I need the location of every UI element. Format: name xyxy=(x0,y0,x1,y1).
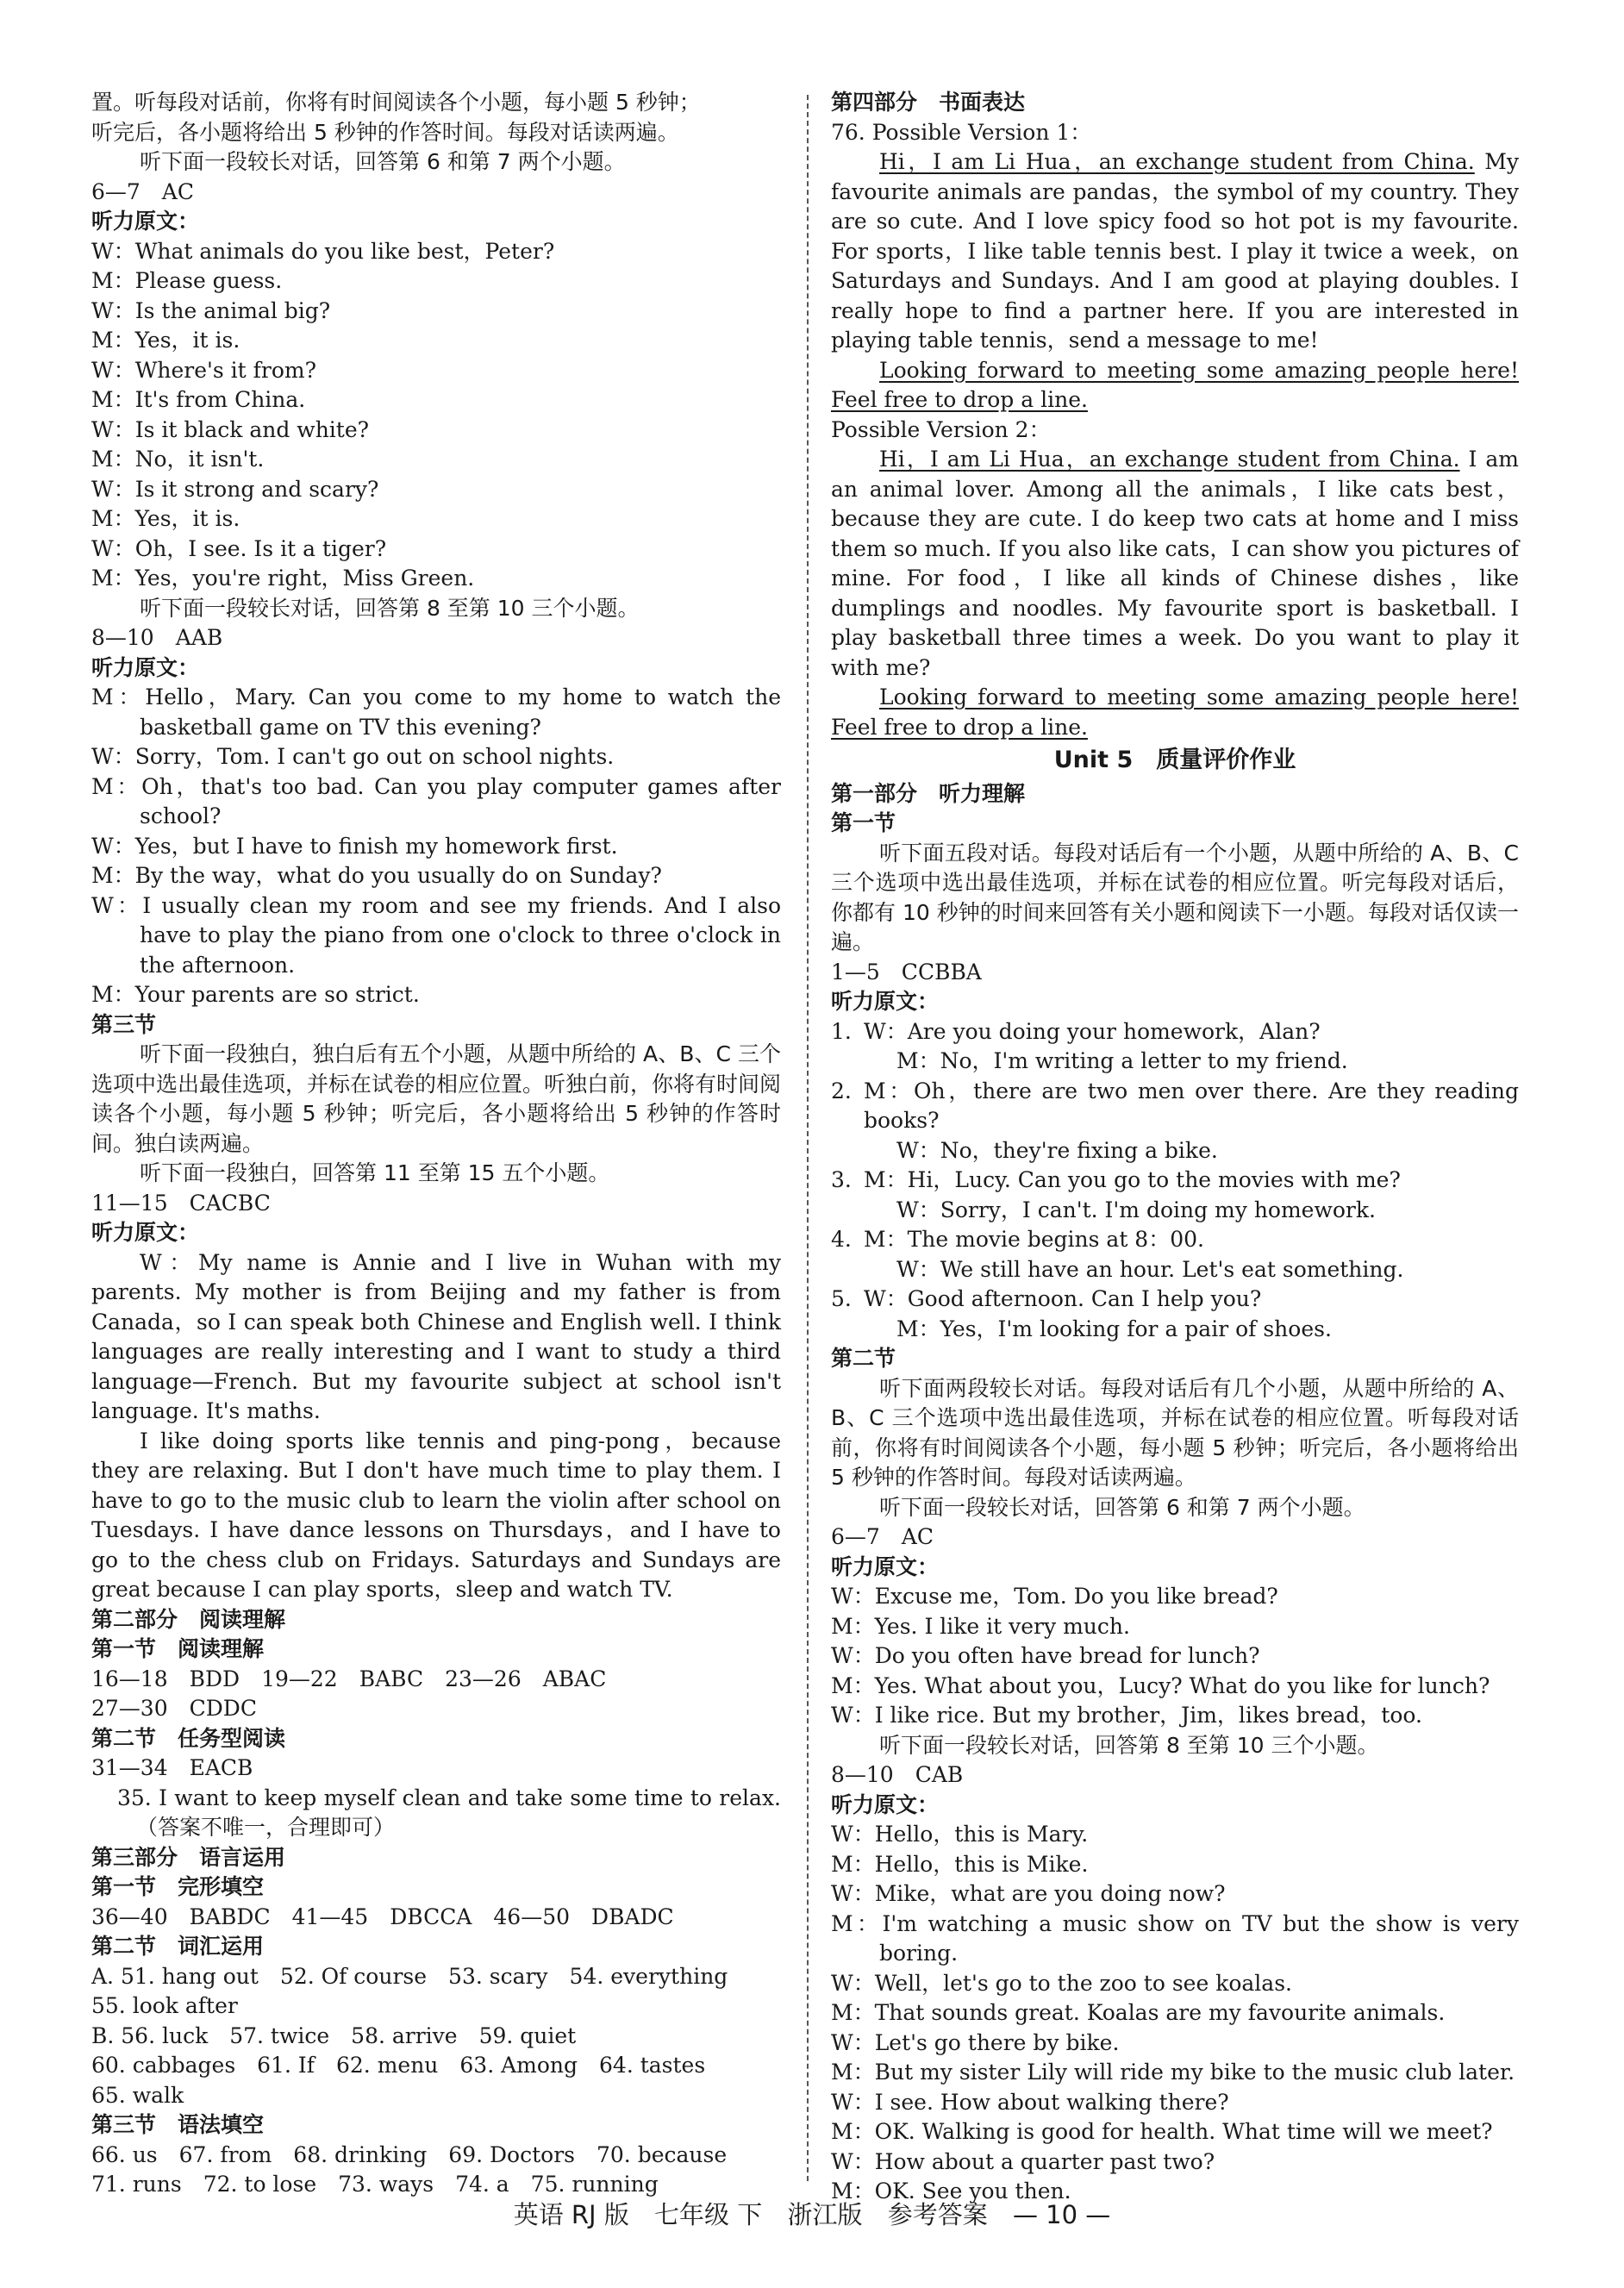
dialogue-line: M：Please guess. xyxy=(91,268,283,293)
item-number: 3. xyxy=(831,1167,852,1192)
item-number: 2. xyxy=(831,1078,852,1103)
answer-11-15: 11—15 CACBC xyxy=(91,1190,271,1216)
essay-closing-text: Looking forward to meeting some amazing people here! Feel free to drop a line. xyxy=(831,357,1519,412)
dialogue-line: M：Hello，this is Mike. xyxy=(831,1851,1089,1877)
dialogue-line: M：OK. See you then. xyxy=(831,2179,1071,2204)
footer-subject: 英语 RJ 版 xyxy=(513,2200,629,2229)
dialogue-line: W：Yes，but I have to finish my homework first. xyxy=(91,833,618,859)
unit-title: Unit 5 质量评价作业 xyxy=(1053,747,1296,773)
answer-line: 27—30 CDDC xyxy=(91,1696,257,1721)
answer-line: 65. walk xyxy=(91,2082,184,2108)
part-heading: 第四部分 书面表达 xyxy=(831,90,1026,115)
monologue-paragraph: I like doing sports like tennis and ping-pong，because they are relaxing. But I don't have much time to play them. I have to go to the music club to learn the violin after school on Tuesdays. I have dance lessons on Thursdays，and I have to go to the chess club on Fridays. Saturdays and Sundays are great because I can play sports，sleep and watch TV. xyxy=(91,1428,781,1602)
instruction: 听下面一段较长对话，回答第 8 至第 10 三个小题。 xyxy=(879,1732,1379,1758)
dialogue-line: W：Is it black and white? xyxy=(91,416,370,442)
dialogue-line: W：We still have an hour. Let's eat something. xyxy=(896,1256,1404,1282)
dialogue-line: M：Hello，Mary. Can you come to my home to watch the basketball game on TV this evening? xyxy=(91,685,781,740)
dialogue-line: W：Where's it from? xyxy=(91,357,317,383)
short-dialogue xyxy=(831,1077,1519,1136)
dialogue-line: M：Yes. I like it very much. xyxy=(831,1613,1130,1639)
item-number: 4. xyxy=(831,1227,852,1252)
column-divider xyxy=(807,95,809,2181)
essay-version-2 xyxy=(831,445,1519,683)
dialogue-line: M：Your parents are so strict. xyxy=(91,982,420,1007)
dialogue-line: M：Yes，I'm looking for a pair of shoes. xyxy=(896,1316,1332,1341)
answer-line: B. 56. luck 57. twice 58. arrive 59. quiet xyxy=(91,2022,577,2048)
dialogue-line: W：Do you often have bread for lunch? xyxy=(831,1643,1260,1668)
essay-closing xyxy=(831,356,1519,416)
version-label: 76. Possible Version 1： xyxy=(831,119,1092,145)
transcript-label: 听力原文： xyxy=(831,989,940,1014)
dialogue-line: W：I like rice. But my brother，Jim，likes bread，too. xyxy=(831,1703,1422,1728)
version-label: Possible Version 2： xyxy=(831,416,1051,442)
dialogue-4 xyxy=(831,1820,1519,2207)
transcript-label: 听力原文： xyxy=(831,1553,940,1579)
page-number: — 10 — xyxy=(1012,2200,1111,2229)
answer-35: 35. I want to keep myself clean and take some time to relax.（答案不唯一，合理即可） xyxy=(117,1785,781,1840)
dialogue-line: W：What animals do you like best，Peter? xyxy=(91,238,555,264)
answer-line: 36—40 BABDC 41—45 DBCCA 46—50 DBADC xyxy=(91,1904,674,1929)
essay-closing xyxy=(831,683,1519,742)
dialogue-line: M：Yes，it is. xyxy=(91,506,240,531)
section-heading: 第二节 词汇运用 xyxy=(91,1934,265,1959)
instruction: 听下面一段较长对话，回答第 6 和第 7 两个小题。 xyxy=(140,149,626,174)
transcript-label: 听力原文： xyxy=(91,1220,200,1245)
section-heading: 第一节 阅读理解 xyxy=(91,1636,265,1661)
dialogue-line: M：But my sister Lily will ride my bike to the music club later. xyxy=(831,2060,1515,2085)
footer-grade: 七年级 下 xyxy=(654,2200,763,2229)
dialogue-line: M：Yes，it is. xyxy=(91,328,240,353)
short-dialogue xyxy=(831,1017,1519,1047)
dialogue-line: W：Let's go there by bike. xyxy=(831,2029,1120,2055)
short-dialogue xyxy=(831,1225,1519,1255)
answer-line: 55. look after xyxy=(91,1993,238,2018)
dialogue-line: M：That sounds great. Koalas are my favourite animals. xyxy=(831,2000,1446,2025)
dialogue-line: M：The movie begins at 8：00. xyxy=(864,1227,1204,1252)
dialogue-line: W：No，they're fixing a bike. xyxy=(896,1137,1218,1163)
essay-version-1 xyxy=(831,147,1519,356)
dialogue-line: W：Excuse me，Tom. Do you like bread? xyxy=(831,1584,1278,1609)
dialogue-line: W：Is the animal big? xyxy=(91,297,331,323)
part-heading: 第一部分 听力理解 xyxy=(831,780,1026,806)
dialogue-line: W：Sorry，Tom. I can't go out on school nights. xyxy=(91,744,615,769)
essay-body: My favourite animals are pandas，the symbol of my country. They are so cute. And I love spicy food so hot pot is my favourite. For sports，I like table tennis best. I play it twice a week，on Saturdays and Sundays. And I am good at playing doubles. I really hope to find a partner here. If you are interested in playing table tennis，send a message to me! xyxy=(831,149,1519,353)
section-heading: 第二节 任务型阅读 xyxy=(91,1725,286,1751)
dialogue-line: W：Are you doing your homework，Alan? xyxy=(864,1018,1321,1044)
section-heading: 第三节 xyxy=(91,1011,157,1037)
instruction: 听下面一段较长对话，回答第 6 和第 7 两个小题。 xyxy=(879,1494,1365,1520)
short-dialogues xyxy=(831,1017,1519,1345)
transcript-label: 听力原文： xyxy=(91,654,200,680)
instruction: 听下面一段较长对话，回答第 8 至第 10 三个小题。 xyxy=(140,595,640,621)
answer-line: 60. cabbages 61. If 62. menu 63. Among 64. tastes xyxy=(91,2053,706,2078)
dialogue-line: M：It's from China. xyxy=(91,387,306,412)
answer-line: 66. us 67. from 68. drinking 69. Doctors 70. because xyxy=(91,2141,728,2167)
dialogue-3 xyxy=(831,1582,1519,1731)
section-instruction: 听下面两段较长对话。每段对话后有几个小题，从题中所给的 A、B、C 三个选项中选出最佳选项，并标在试卷的相应位置。听每段对话前，你将有时间阅读各个小题，每小题 5 秒钟；听完后，各小题将给出 5 秒钟的作答时间。每段对话读两遍。 xyxy=(831,1375,1519,1490)
dialogue-line: M：Yes. What about you，Lucy? What do you like for lunch? xyxy=(831,1672,1490,1698)
answer-8-10: 8—10 CAB xyxy=(831,1762,964,1787)
section-heading: 第一节 完形填空 xyxy=(91,1874,265,1899)
answer-line: 16—18 BDD 19—22 BABC 23—26 ABAC xyxy=(91,1666,607,1691)
part-heading: 第二部分 阅读理解 xyxy=(91,1606,286,1632)
dialogue-line: W：Mike，what are you doing now? xyxy=(831,1881,1226,1906)
instruction: 听下面一段独白，回答第 11 至第 15 五个小题。 xyxy=(140,1160,610,1185)
dialogue-line: W：Good afternoon. Can I help you? xyxy=(864,1286,1262,1311)
essay-opening: Hi，I am Li Hua，an exchange student from China. xyxy=(879,149,1475,174)
dialogue-line: M：By the way，what do you usually do on Sunday? xyxy=(91,863,662,888)
answer-line: A. 51. hang out 52. Of course 53. scary 54. everything xyxy=(91,1963,728,1989)
essay-body: I am an animal lover. Among all the animals，I like cats best，because they are cute. I do keep two cats at home and I miss them so much. If you also like cats，I can show you pictures of mine. For food，I like all kinds of Chinese dishes，like dumplings and noodles. My favourite sport is basketball. I play basketball three times a week. Do you want to play it with me? xyxy=(831,447,1519,680)
section-heading: 第三节 语法填空 xyxy=(91,2112,265,2137)
dialogue-line: M：Hi，Lucy. Can you go to the movies with me? xyxy=(864,1167,1401,1192)
dialogue-2 xyxy=(91,683,781,1010)
answer-line: 71. runs 72. to lose 73. ways 74. a 75. running xyxy=(91,2172,659,2197)
answer-8-10: 8—10 AAB xyxy=(91,625,223,650)
section-heading: 第一节 xyxy=(831,810,896,835)
essay-closing-text: Looking forward to meeting some amazing people here! Feel free to drop a line. xyxy=(831,685,1519,740)
dialogue-line: M：I'm watching a music show on TV but the show is very boring. xyxy=(831,1910,1519,1966)
footer-label: 参考答案 xyxy=(887,2200,988,2229)
short-dialogue xyxy=(831,1285,1519,1315)
dialogue-line: W：Well，let's go to the zoo to see koalas. xyxy=(831,1970,1292,1996)
dialogue-1 xyxy=(91,237,781,594)
page-footer xyxy=(0,2200,1624,2230)
dialogue-line: W：Sorry，I can't. I'm doing my homework. xyxy=(896,1197,1376,1222)
dialogue-line: M：OK. Walking is good for health. What time will we meet? xyxy=(831,2119,1493,2144)
dialogue-line: W：I usually clean my room and see my friends. And I also have to play the piano from one o'clock to three o'clock in the afternoon. xyxy=(91,892,781,978)
text-line: 听完后，各小题将给出 5 秒钟的作答时间。每段对话读两遍。 xyxy=(91,119,679,145)
dialogue-line: M：Yes，you're right，Miss Green. xyxy=(91,566,475,591)
dialogue-line: W：Hello，this is Mary. xyxy=(831,1822,1089,1847)
dialogue-line: M：Oh，that's too bad. Can you play computer games after school? xyxy=(91,773,781,828)
monologue-paragraph: W：My name is Annie and I live in Wuhan with my parents. My mother is from Beijing and my father is from Canada，so I can speak both Chinese and English well. I think languages are really interesting and I want to study a third language—French. But my favourite subject at school isn't language. It's maths. xyxy=(91,1249,781,1423)
text-line: 置。听每段对话前，你将有时间阅读各个小题，每小题 5 秒钟； xyxy=(91,90,701,115)
left-column xyxy=(91,88,781,2200)
dialogue-line: W：How about a quarter past two? xyxy=(831,2148,1215,2174)
answer-6-7: 6—7 AC xyxy=(91,178,194,204)
item-number: 5. xyxy=(831,1286,852,1311)
short-dialogue xyxy=(831,1166,1519,1196)
section-instruction: 听下面五段对话。每段对话后有一个小题，从题中所给的 A、B、C 三个选项中选出最佳选项，并标在试卷的相应位置。听完每段对话后，你都有 10 秒钟的时间来回答有关小题和阅读下一小题。每段对话仅读一遍。 xyxy=(831,840,1519,954)
footer-region: 浙江版 xyxy=(787,2200,863,2229)
dialogue-line: W：I see. How about walking there? xyxy=(831,2089,1229,2115)
part-heading: 第三部分 语言运用 xyxy=(91,1844,286,1870)
essay-opening: Hi，I am Li Hua，an exchange student from China. xyxy=(879,447,1460,472)
transcript-label: 听力原文： xyxy=(831,1791,940,1817)
section-heading: 第二节 xyxy=(831,1346,896,1371)
transcript-label: 听力原文： xyxy=(91,209,200,234)
dialogue-line: W：Oh，I see. Is it a tiger? xyxy=(91,535,387,561)
section-instruction: 听下面一段独白，独白后有五个小题，从题中所给的 A、B、C 三个选项中选出最佳选项，并标在试卷的相应位置。听独白前，你将有时间阅读各个小题，每小题 5 秒钟；听完后，各小题将给出 5 秒钟的作答时间。独白读两遍。 xyxy=(91,1041,782,1156)
right-column xyxy=(831,88,1519,2207)
dialogue-line: W：Is it strong and scary? xyxy=(91,476,379,502)
answer-6-7: 6—7 AC xyxy=(831,1524,934,1549)
answer-line: 31—34 EACB xyxy=(91,1755,253,1780)
dialogue-line: M：No，it isn't. xyxy=(91,447,265,472)
dialogue-line: M：No，I'm writing a letter to my friend. xyxy=(896,1048,1348,1073)
answer-1-5: 1—5 CCBBA xyxy=(831,959,982,985)
dialogue-line: M：Oh，there are two men over there. Are they reading books? xyxy=(864,1078,1519,1133)
item-number: 1. xyxy=(831,1018,852,1044)
